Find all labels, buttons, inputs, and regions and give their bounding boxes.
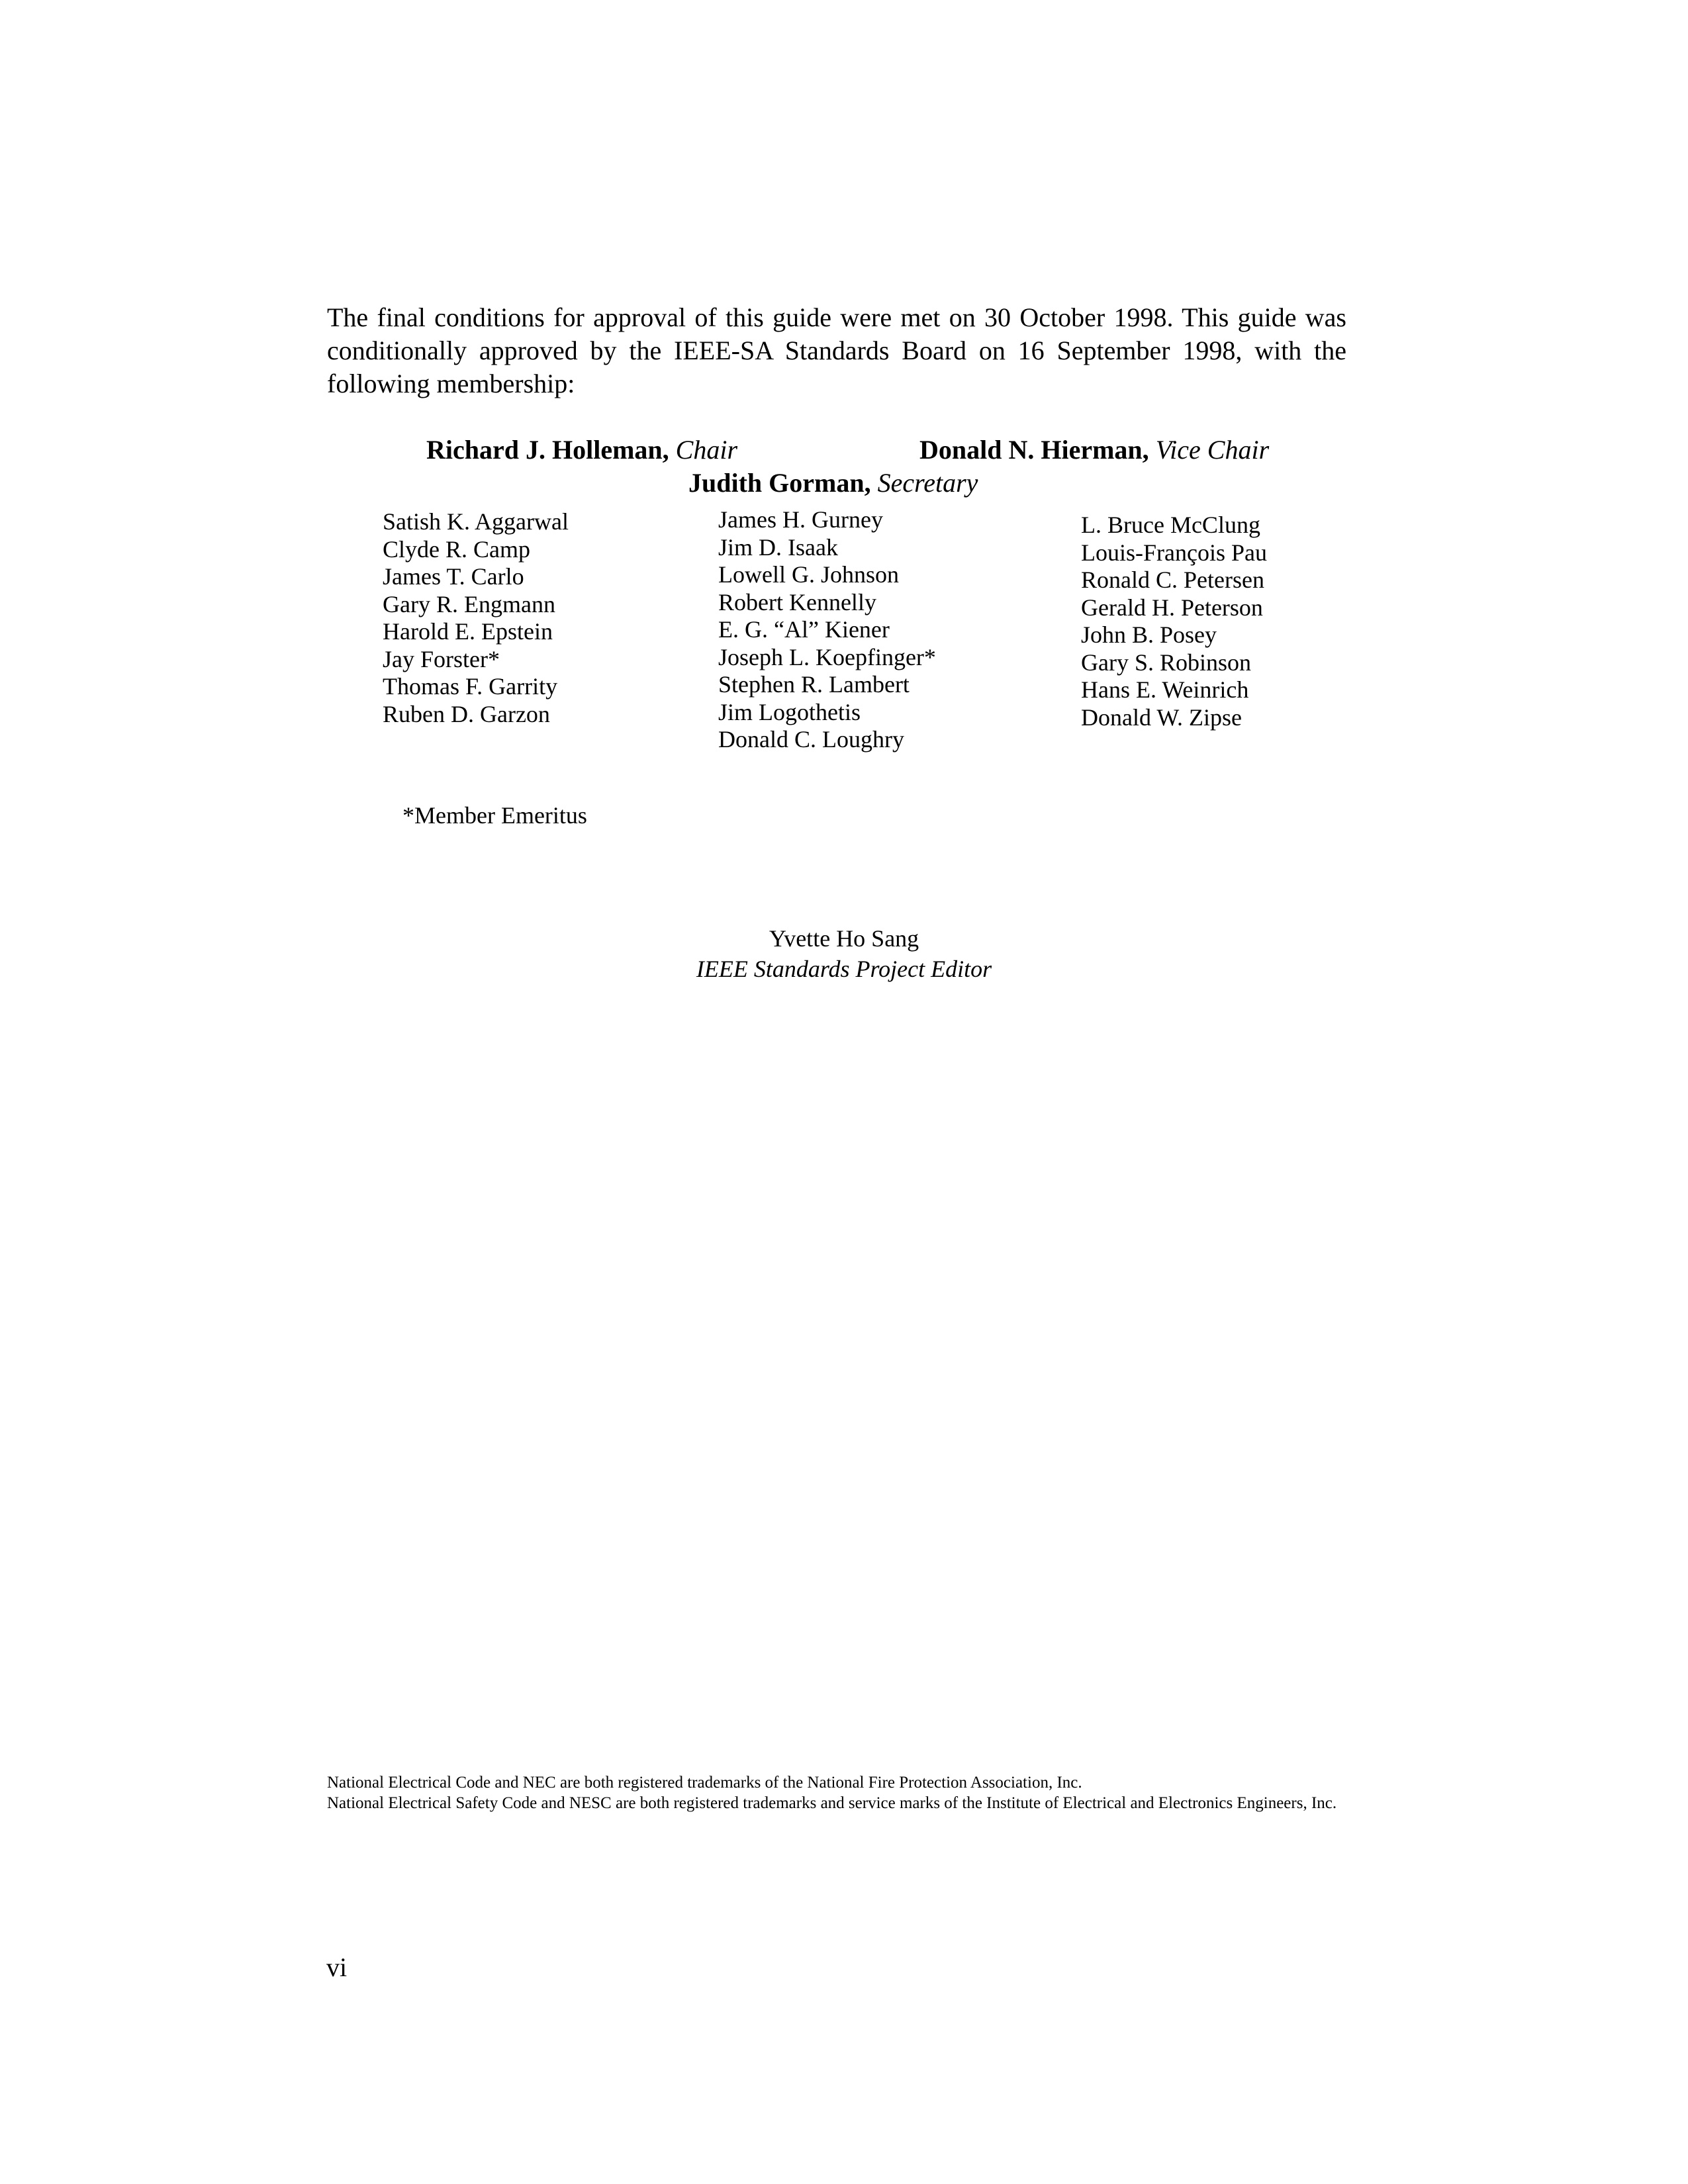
footnote-line-1: National Electrical Code and NEC are both registered trademarks of the National Fire Protection Association, Inc. <box>327 1774 1082 1792</box>
member-name: Thomas F. Garrity <box>383 673 558 700</box>
editor-name: Yvette Ho Sang <box>769 925 919 952</box>
vice-chair-line <box>919 433 1269 467</box>
member-name: Gerald H. Peterson <box>1081 594 1263 621</box>
editor-title: IEEE Standards Project Editor <box>696 956 992 982</box>
member-emeritus-note: *Member Emeritus <box>402 802 587 829</box>
member-name: Ronald C. Petersen <box>1081 567 1264 593</box>
chair-line <box>426 433 737 467</box>
member-name: L. Bruce McClung <box>1081 512 1260 538</box>
member-name: Stephen R. Lambert <box>718 671 910 698</box>
secretary-role: Secretary <box>877 468 978 498</box>
member-name: Robert Kennelly <box>718 588 876 615</box>
approval-paragraph: The final conditions for approval of this guide were met on 30 October 1998. This guide was conditionally approved by the IEEE-SA Standards Board on 16 September 1998, with the following membership: <box>327 302 1346 398</box>
member-name: Jay Forster* <box>383 645 500 672</box>
member-name: James H. Gurney <box>718 506 883 533</box>
secretary-name: Judith Gorman, <box>688 468 871 498</box>
member-name: Donald W. Zipse <box>1081 704 1242 731</box>
member-name: James T. Carlo <box>383 563 524 590</box>
secretary-line <box>688 467 978 500</box>
vice-chair-role: Vice Chair <box>1155 435 1270 465</box>
footnote-line-2: National Electrical Safety Code and NESC are both registered trademarks and service marks of the Institute of Electrical and Electronics Engineers, Inc. <box>327 1794 1337 1812</box>
member-name: Lowell G. Johnson <box>718 561 899 588</box>
member-name: E. G. “Al” Kiener <box>718 616 890 643</box>
chair-name: Richard J. Holleman, <box>426 435 669 465</box>
vice-chair-name: Donald N. Hierman, <box>919 435 1149 465</box>
member-name: Harold E. Epstein <box>383 618 553 645</box>
member-name: Ruben D. Garzon <box>383 700 550 727</box>
member-name: Jim Logothetis <box>718 698 861 725</box>
member-column-1 <box>383 508 569 728</box>
member-column-2 <box>718 506 936 754</box>
member-name: Gary R. Engmann <box>383 590 555 617</box>
member-column-3 <box>1081 512 1267 731</box>
member-name: Gary S. Robinson <box>1081 649 1252 676</box>
chair-role: Chair <box>675 435 738 465</box>
member-name: Jim D. Isaak <box>718 533 838 561</box>
member-name: Louis-François Pau <box>1081 539 1267 566</box>
trademark-footnote <box>327 1772 1360 1813</box>
member-name: Donald C. Loughry <box>718 726 904 752</box>
member-name: Hans E. Weinrich <box>1081 676 1249 703</box>
member-name: Clyde R. Camp <box>383 535 530 563</box>
member-name: Satish K. Aggarwal <box>383 508 569 535</box>
member-name: Joseph L. Koepfinger* <box>718 643 936 670</box>
page-number: vi <box>326 1952 348 1982</box>
member-name: John B. Posey <box>1081 621 1217 648</box>
